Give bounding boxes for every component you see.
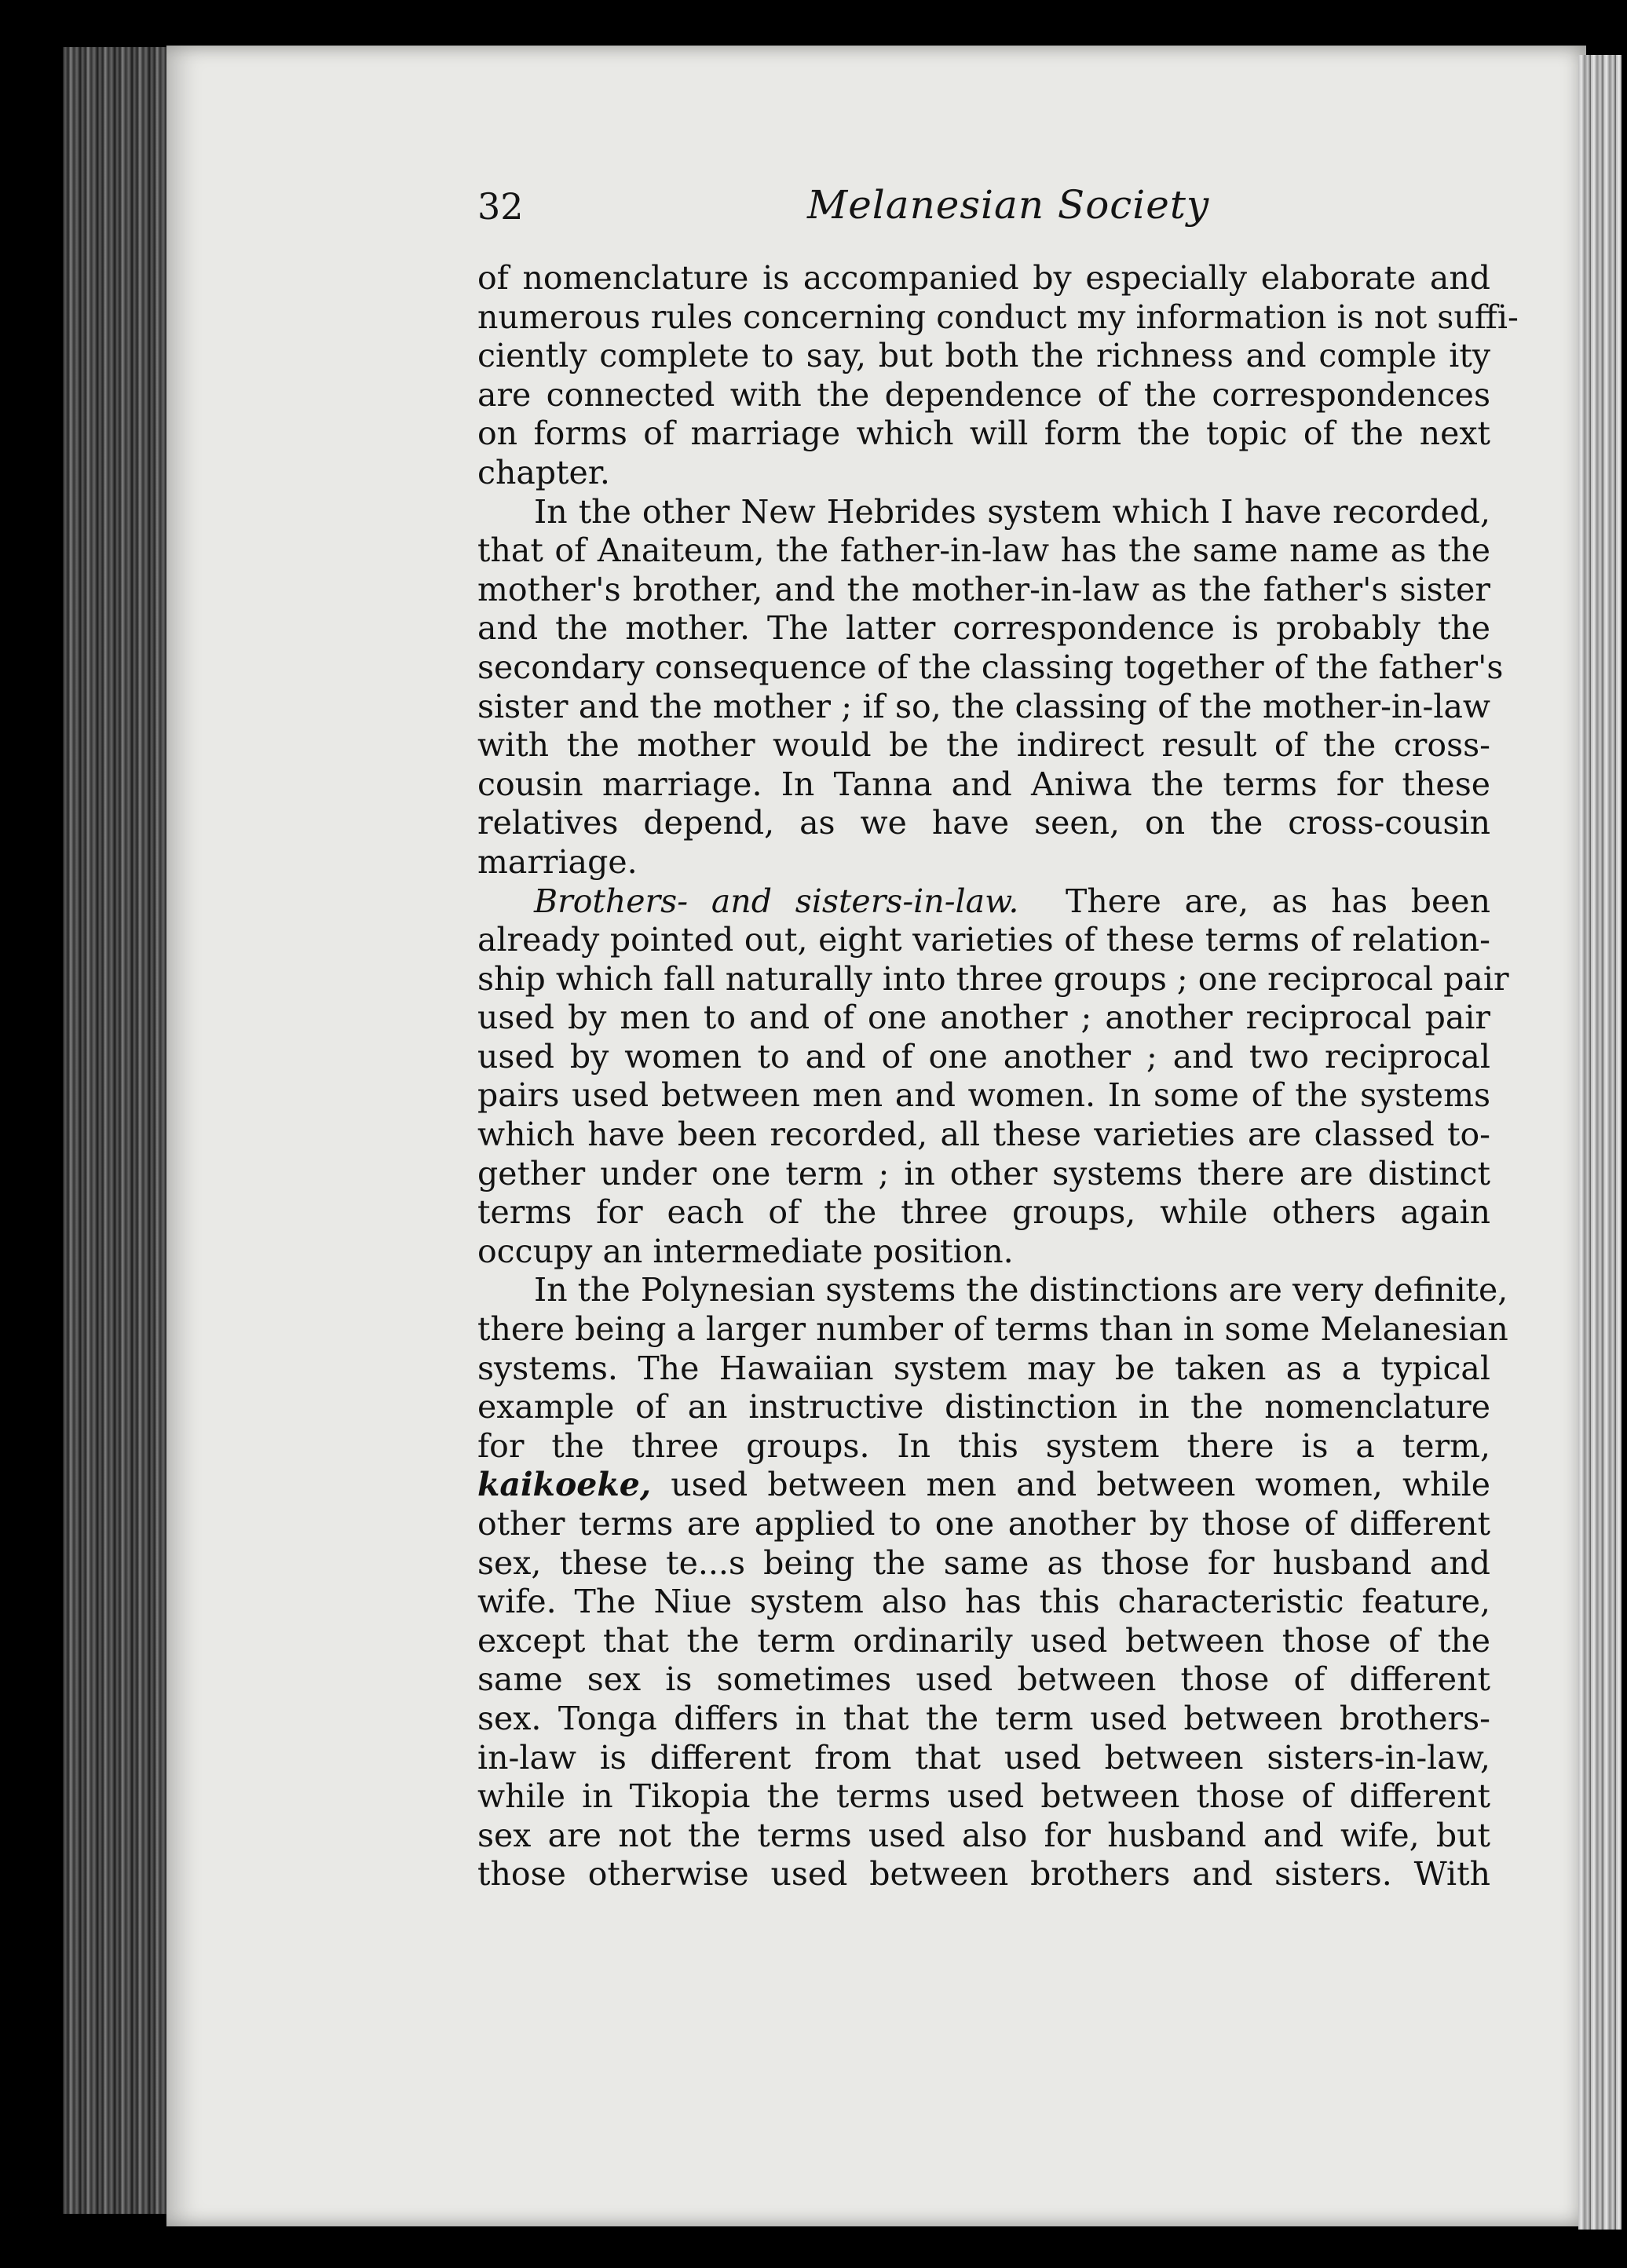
text-line: terms for each of the three groups, while others again xyxy=(477,1193,1490,1232)
text-line: with the mother would be the indirect result of the cross- xyxy=(477,726,1490,765)
text-line: systems. The Hawaiian system may be taken as a typical xyxy=(477,1349,1490,1387)
text-line: ciently complete to say, but both the richness and comple ity xyxy=(477,337,1490,375)
text-line: used by men to and of one another ; another reciprocal pair xyxy=(477,999,1490,1037)
text-line: of nomenclature is accompanied by especially elaborate and xyxy=(477,259,1490,297)
page-header xyxy=(477,182,1490,237)
text-fragment: There are, as has been xyxy=(1065,882,1490,920)
text-line: those otherwise used between brothers and sisters. With xyxy=(477,1855,1490,1894)
text-line: sex, these te...s being the same as those for husband and xyxy=(477,1543,1490,1582)
text-line: sex. Tonga differs in that the term used between brothers- xyxy=(477,1699,1490,1737)
text-line: example of an instructive distinction in the nomenclature xyxy=(477,1388,1490,1426)
text-line: and the mother. The latter correspondence is probably the xyxy=(477,609,1490,648)
body-text xyxy=(477,259,1519,1894)
text-line: chapter. xyxy=(477,453,610,491)
text-line xyxy=(477,1466,1490,1505)
text-line: on forms of marriage which will form the topic of the next xyxy=(477,415,1490,453)
text-line: cousin marriage. In Tanna and Aniwa the terms for these xyxy=(477,765,1490,803)
text-line: other terms are applied to one another by those of different xyxy=(477,1505,1490,1543)
page-number: 32 xyxy=(477,185,524,228)
text-line: which have been recorded, all these varieties are classed to- xyxy=(477,1116,1490,1154)
text-line: marriage. xyxy=(477,842,638,881)
text-line: used by women to and of one another ; and two reciprocal xyxy=(477,1037,1490,1076)
text-line: relatives depend, as we have seen, on the cross-cousin xyxy=(477,804,1490,842)
text-fragment: used between men and between women, while xyxy=(671,1466,1490,1504)
text-line: except that the term ordinarily used between those of the xyxy=(477,1621,1490,1660)
text-line: wife. The Niue system also has this characteristic feature, xyxy=(477,1583,1490,1621)
text-line: are connected with the dependence of the correspondences xyxy=(477,375,1490,414)
text-line: already pointed out, eight varieties of these terms of relation- xyxy=(477,921,1490,959)
text-line: same sex is sometimes used between those of different xyxy=(477,1660,1490,1699)
text-line: sex are not the terms used also for husband and wife, but xyxy=(477,1816,1490,1854)
text-line: there being a larger number of terms than in some Melanesian xyxy=(477,1310,1508,1349)
text-line: In the Polynesian systems the distinctions are very definite, xyxy=(534,1271,1508,1309)
running-head: Melanesian Society xyxy=(807,182,1210,228)
text-line: occupy an intermediate position. xyxy=(477,1232,1014,1270)
text-line: that of Anaiteum, the father-in-law has the same name as the xyxy=(477,531,1490,570)
text-line xyxy=(477,882,1490,922)
text-line: mother's brother, and the mother-in-law as the father's sister xyxy=(477,570,1490,608)
text-line: ship which fall naturally into three groups ; one reciprocal pair xyxy=(477,959,1509,998)
text-line: for the three groups. In this system there is a term, xyxy=(477,1426,1490,1465)
text-line: numerous rules concerning conduct my information is not suffi- xyxy=(477,298,1519,336)
section-heading: Brothers- and sisters-in-law. xyxy=(534,882,1019,920)
text-line: secondary consequence of the classing together of the father's xyxy=(477,648,1504,686)
text-line: while in Tikopia the terms used between those of different xyxy=(477,1777,1490,1816)
text-line: gether under one term ; in other systems there are distinct xyxy=(477,1154,1490,1192)
text-line: pairs used between men and women. In some of the systems xyxy=(477,1076,1490,1115)
text-line: In the other New Hebrides system which I have recorded, xyxy=(534,492,1490,531)
text-line: sister and the mother ; if so, the classing of the mother-in-law xyxy=(477,687,1490,725)
text-line: in-law is different from that used between sisters-in-law, xyxy=(477,1738,1490,1777)
term-kaikoeke: kaikoeke, xyxy=(477,1466,652,1504)
page-edge-right xyxy=(1578,55,1622,2230)
